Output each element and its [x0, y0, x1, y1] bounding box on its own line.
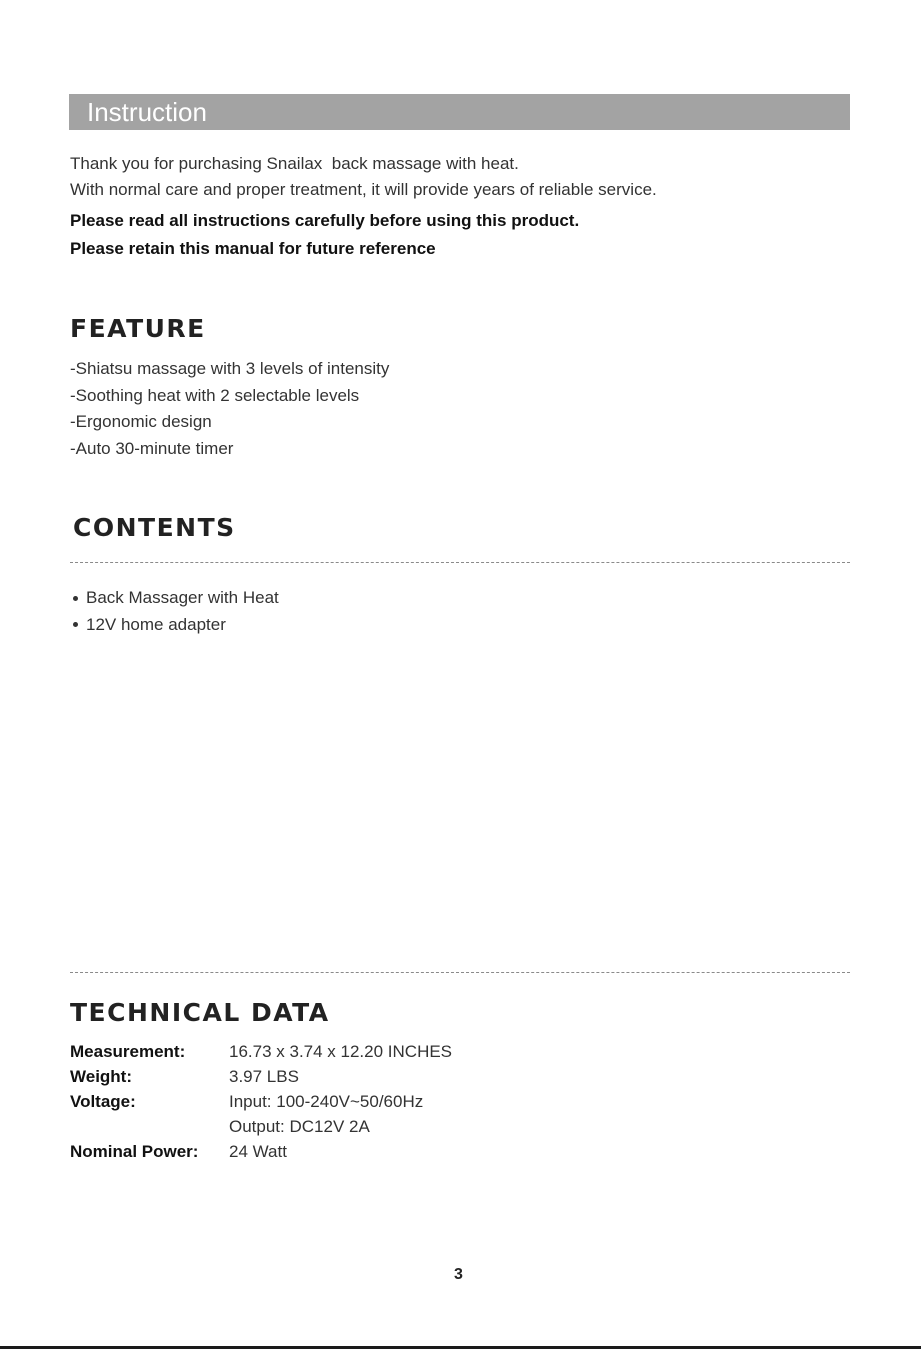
feature-list [70, 356, 389, 463]
contents-divider-top [70, 562, 850, 563]
tech-label: Nominal Power: [70, 1142, 199, 1161]
bullet-icon [73, 596, 78, 601]
intro-section [70, 151, 850, 263]
contents-heading: CONTENTS [73, 513, 236, 542]
tech-value: 16.73 x 3.74 x 12.20 INCHES [229, 1042, 453, 1061]
feature-item: -Soothing heat with 2 selectable levels [70, 385, 360, 405]
tech-label: Measurement: [70, 1042, 186, 1061]
banner-title: Instruction [87, 97, 207, 127]
tech-row-measurement [70, 1039, 452, 1064]
tech-row-voltage-input [70, 1089, 452, 1114]
bullet-icon [73, 622, 78, 627]
contents-item [70, 612, 279, 639]
feature-heading: FEATURE [70, 314, 206, 343]
contents-item-label: 12V home adapter [86, 614, 226, 634]
read-instructions-notice: Please read all instructions carefully before using this product. [70, 211, 580, 230]
contents-divider-bottom [70, 972, 850, 973]
technical-data-table [70, 1039, 452, 1164]
feature-item: -Ergonomic design [70, 412, 212, 432]
tech-value: 24 Watt [229, 1142, 287, 1161]
tech-value: 3.97 LBS [229, 1067, 299, 1086]
technical-data-heading: TECHNICAL DATA [70, 998, 330, 1027]
contents-list [70, 585, 279, 638]
intro-thanks-text: Thank you for purchasing Snailax back massage with heat. [70, 154, 519, 173]
tech-row-voltage-output [70, 1114, 452, 1139]
intro-care-text: With normal care and proper treatment, it will provide years of reliable service. [70, 180, 657, 199]
tech-label: Voltage: [70, 1092, 136, 1111]
tech-label: Weight: [70, 1067, 133, 1086]
contents-item [70, 585, 279, 612]
instruction-banner [69, 94, 850, 130]
tech-value: Input: 100-240V~50/60Hz [229, 1092, 424, 1111]
tech-label [70, 1114, 229, 1139]
tech-value: Output: DC12V 2A [229, 1117, 370, 1136]
retain-manual-notice: Please retain this manual for future reference [70, 239, 436, 258]
feature-item: -Shiatsu massage with 3 levels of intensity [70, 359, 390, 378]
tech-row-nominal-power [70, 1139, 452, 1164]
page-number: 3 [454, 1266, 463, 1283]
contents-item-label: Back Massager with Heat [86, 588, 279, 607]
feature-item: -Auto 30-minute timer [70, 439, 234, 459]
tech-row-weight [70, 1064, 452, 1089]
